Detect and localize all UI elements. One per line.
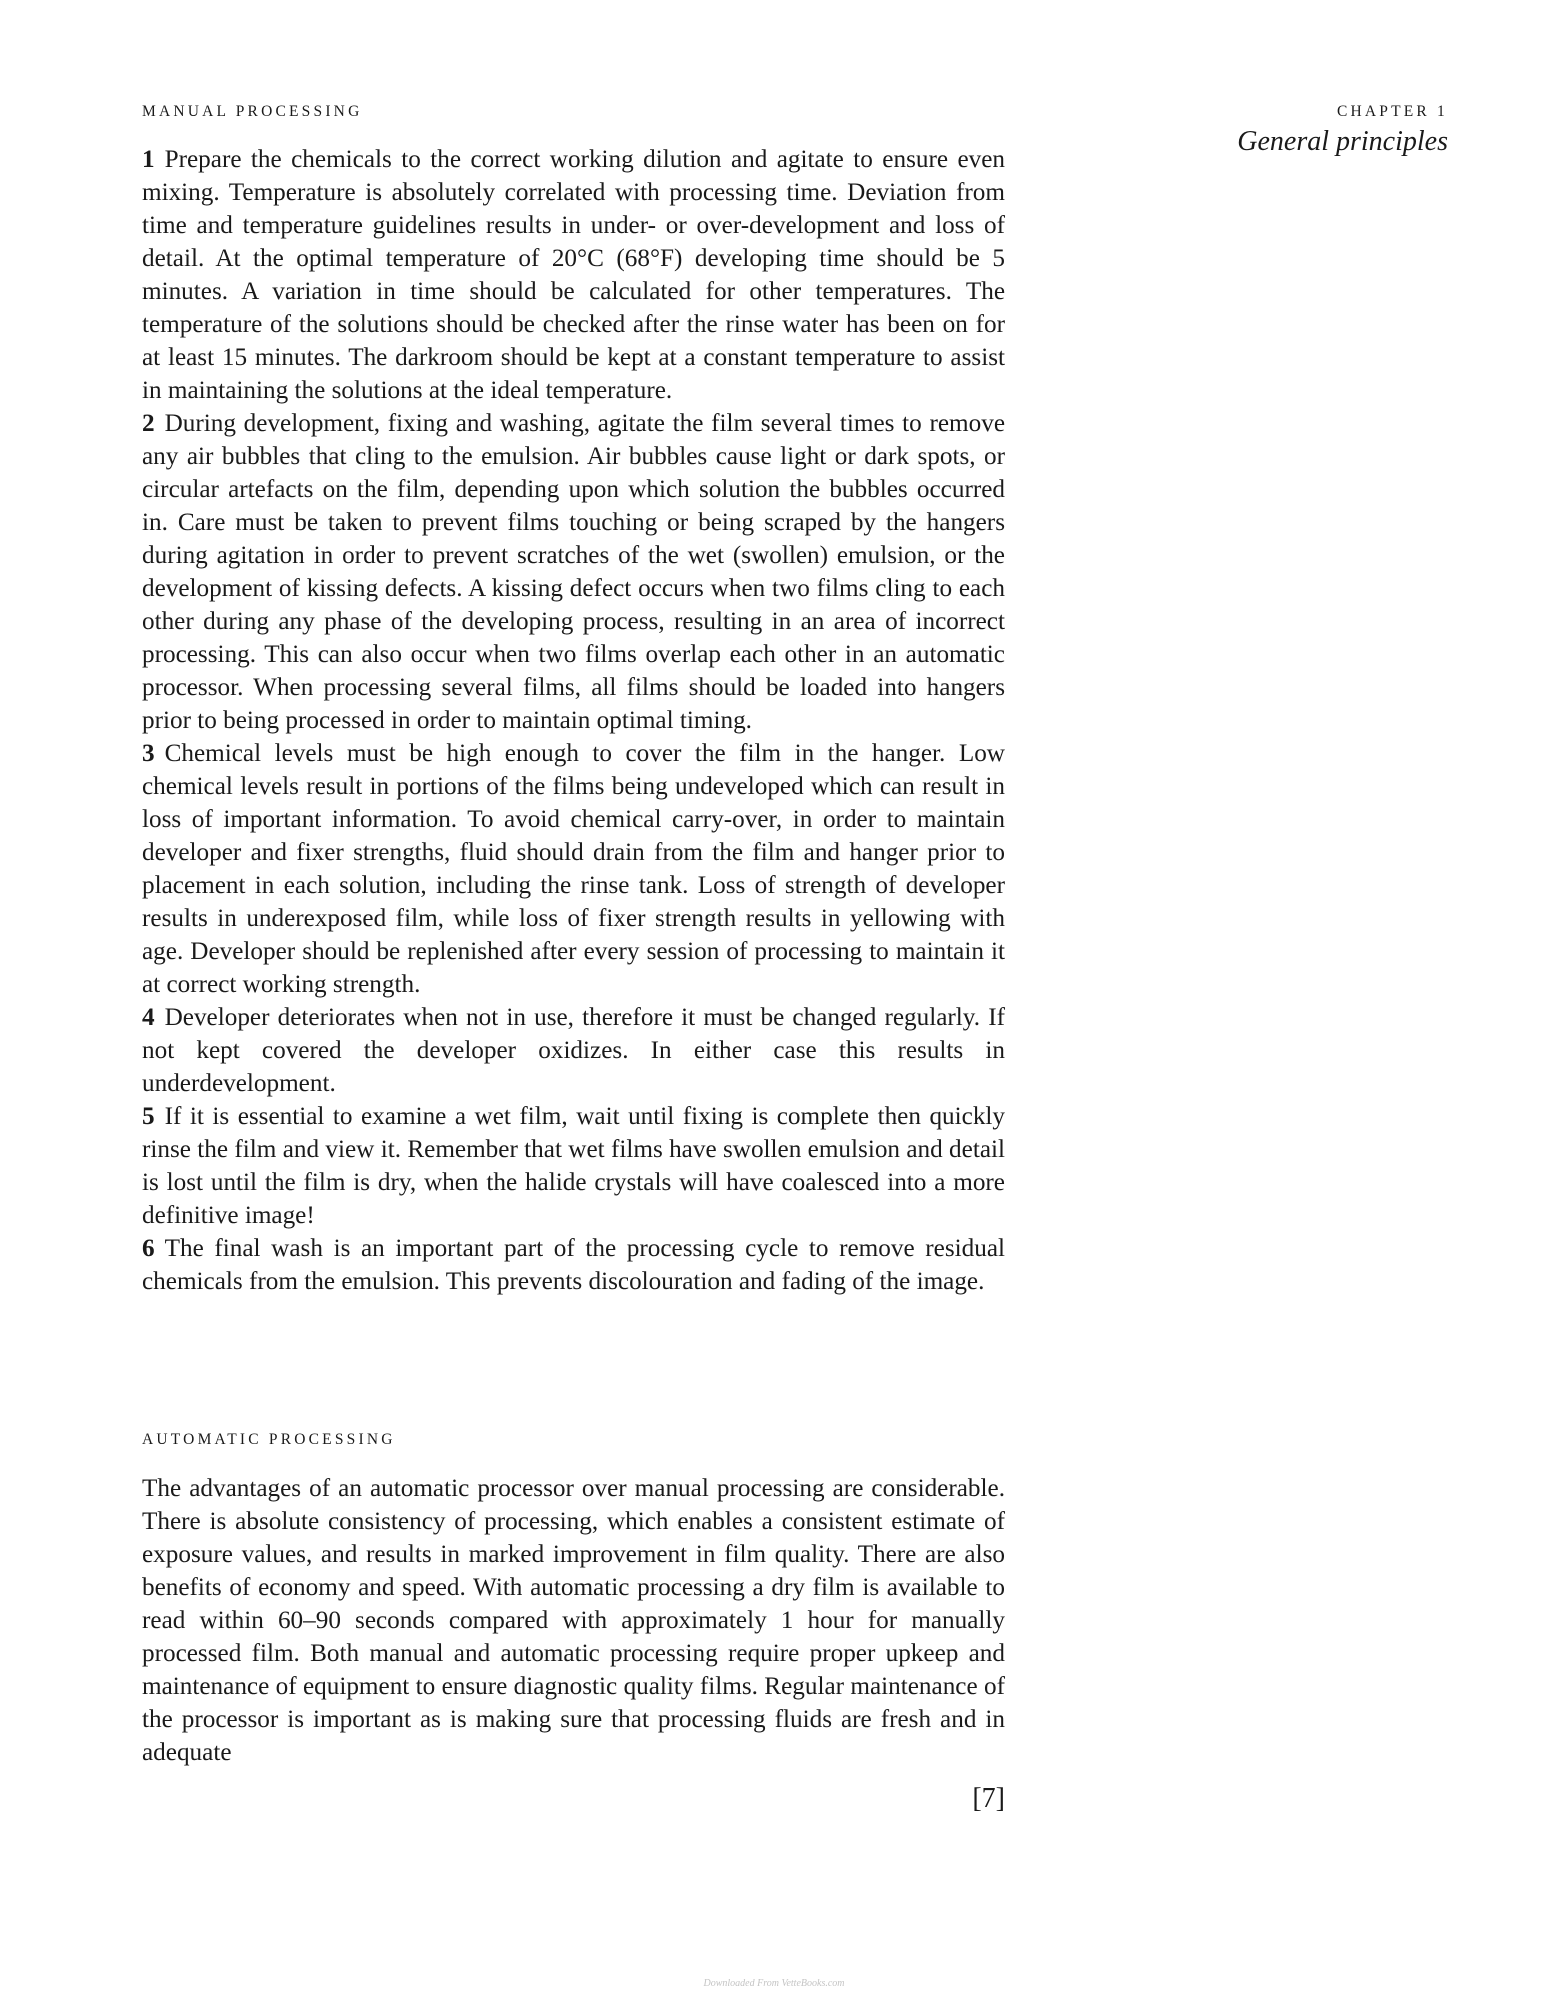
numbered-paragraph bbox=[142, 407, 1005, 737]
chapter-label: CHAPTER 1 bbox=[1336, 103, 1448, 120]
paragraph-number: 6 bbox=[142, 1235, 155, 1262]
paragraph-text: Prepare the chemicals to the correct working dilution and agitate to ensure even mixing. Temperature is absolutely correlated with processing time. Deviation from time and temperature guidelines results in under- or over-development and loss of detail. At the optimal temperature of 20°C (68°F) developing time should be 5 minutes. A variation in time should be calculated for other temperatures. The temperature of the solutions should be checked after the rinse water has been on for at least 15 minutes. The darkroom should be kept at a constant temperature to assist in maintaining the solutions at the ideal temperature. bbox=[142, 146, 1005, 404]
manual-processing-body bbox=[142, 143, 1005, 1298]
chapter-subtitle: General principles bbox=[1237, 126, 1448, 157]
paragraph-number: 3 bbox=[142, 740, 155, 767]
paragraph-number: 2 bbox=[142, 410, 155, 437]
automatic-processing-body bbox=[142, 1472, 1005, 1769]
page-number: [7] bbox=[972, 1783, 1005, 1814]
footer-watermark: Downloaded From VetteBooks.com bbox=[703, 1978, 845, 1989]
section-heading: AUTOMATIC PROCESSING bbox=[142, 1431, 396, 1448]
paragraph-number: 5 bbox=[142, 1103, 155, 1130]
numbered-paragraph bbox=[142, 1001, 1005, 1100]
paragraph-text: Developer deteriorates when not in use, therefore it must be changed regularly. If not kept covered the developer oxidizes. In either case this results in underdevelopment. bbox=[142, 1004, 1005, 1097]
numbered-paragraph bbox=[142, 1100, 1005, 1232]
paragraph-number: 4 bbox=[142, 1004, 155, 1031]
numbered-paragraph bbox=[142, 737, 1005, 1001]
paragraph-text: During development, fixing and washing, agitate the film several times to remove any air bubbles that cling to the emulsion. Air bubbles cause light or dark spots, or circular artefacts on the film, depending upon which solution the bubbles occurred in. Care must be taken to prevent films touching or being scraped by the hangers during agitation in order to prevent scratches of the wet (swollen) emulsion, or the development of kissing defects. A kissing defect occurs when two films cling to each other during any phase of the developing process, resulting in an area of incorrect processing. This can also occur when two films overlap each other in an automatic processor. When processing several films, all films should be loaded into hangers prior to being processed in order to maintain optimal timing. bbox=[142, 410, 1005, 734]
body-paragraph: The advantages of an automatic processor over manual processing are considerable. There is absolute consistency of processing, which enables a consistent estimate of exposure values, and results in marked improvement in film quality. There are also benefits of economy and speed. With automatic processing a dry film is available to read within 60–90 seconds compared with approximately 1 hour for manually processed film. Both manual and automatic processing require proper upkeep and maintenance of equipment to ensure diagnostic quality films. Regular maintenance of the processor is important as is making sure that processing fluids are fresh and in adequate bbox=[142, 1475, 1005, 1766]
paragraph-text: The final wash is an important part of the processing cycle to remove residual chemicals from the emulsion. This prevents discolouration and fading of the image. bbox=[142, 1235, 1005, 1295]
numbered-paragraph bbox=[142, 1232, 1005, 1298]
paragraph-text: Chemical levels must be high enough to cover the film in the hanger. Low chemical levels result in portions of the films being undeveloped which can result in loss of important information. To avoid chemical carry-over, in order to maintain developer and fixer strengths, fluid should drain from the film and hanger prior to placement in each solution, including the rinse tank. Loss of strength of developer results in underexposed film, while loss of fixer strength results in yellowing with age. Developer should be replenished after every session of processing to maintain it at correct working strength. bbox=[142, 740, 1005, 998]
paragraph-text: If it is essential to examine a wet film, wait until fixing is complete then quickly rinse the film and view it. Remember that wet films have swollen emulsion and detail is lost until the film is dry, when the halide crystals will have coalesced into a more definitive image! bbox=[142, 1103, 1005, 1229]
running-head: MANUAL PROCESSING bbox=[142, 103, 363, 120]
paragraph-number: 1 bbox=[142, 146, 155, 173]
numbered-paragraph bbox=[142, 143, 1005, 407]
